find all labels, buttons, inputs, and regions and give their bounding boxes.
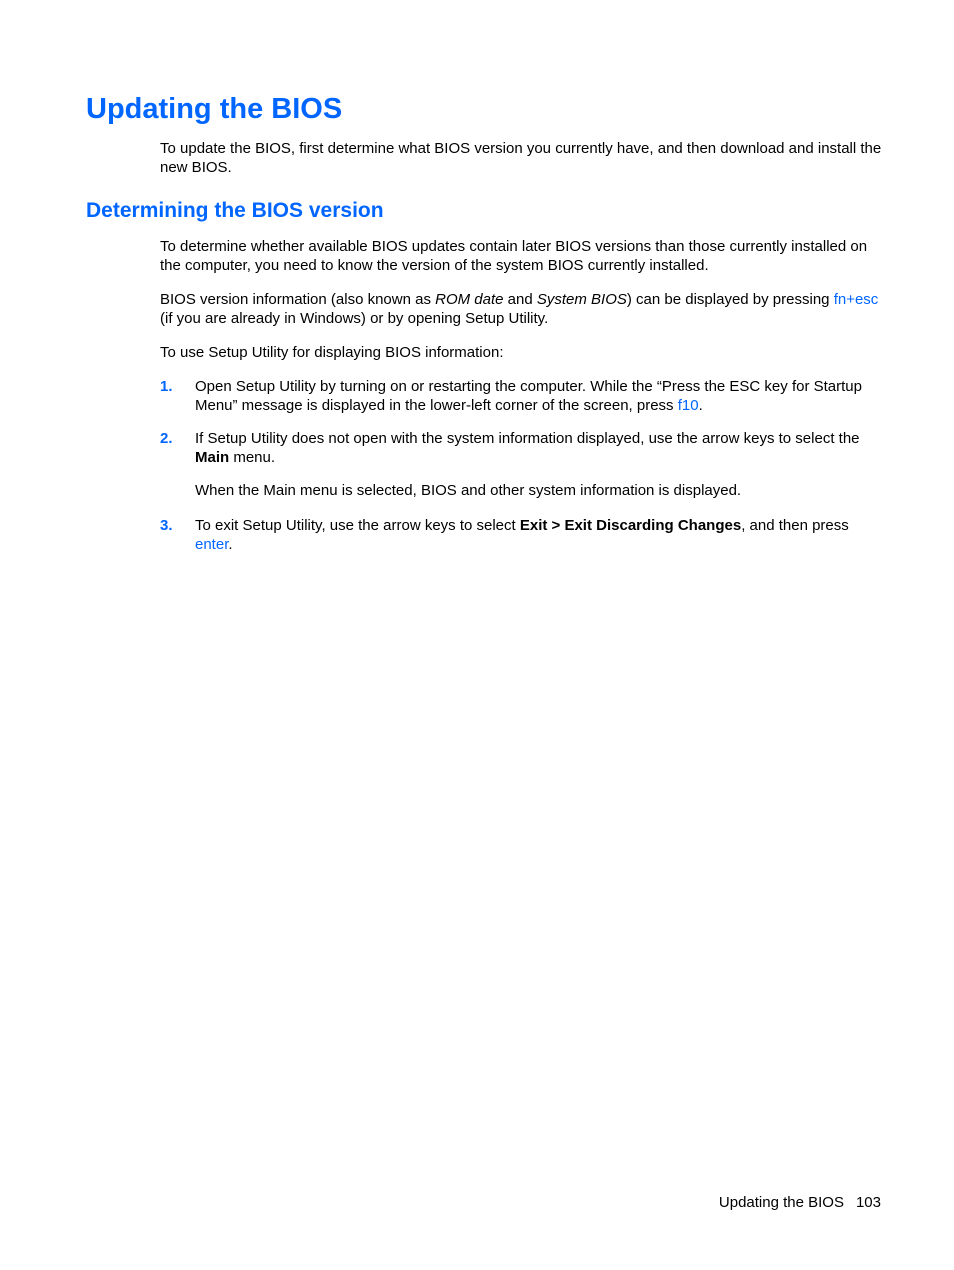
step-number: 3. (160, 517, 173, 534)
step-number: 2. (160, 430, 173, 447)
step-text: Open Setup Utility by turning on or restarting the computer. While the “Press the ESC key for Startup Menu” message is displayed in the lower-left corner of the screen, press f10. (195, 378, 862, 414)
step-text: To exit Setup Utility, use the arrow keys to select Exit > Exit Discarding Changes, and then press enter. (195, 517, 849, 553)
page-number: 103 (855, 1194, 881, 1211)
rom-date-term: ROM date (435, 291, 504, 308)
section-paragraph-3: To use Setup Utility for displaying BIOS information: (160, 344, 504, 361)
list-item (160, 516, 884, 554)
key-f10: f10 (677, 397, 699, 414)
list-item (160, 429, 884, 500)
intro-paragraph: To update the BIOS, first determine what BIOS version you currently have, and then download and install the new BIOS. (160, 140, 882, 176)
key-fn-esc: fn+esc (833, 291, 879, 308)
system-bios-term: System BIOS (536, 291, 627, 308)
step-text: If Setup Utility does not open with the system information displayed, use the arrow keys to select the Main menu. (195, 430, 860, 466)
exit-menu-term: Exit > Exit Discarding Changes (519, 517, 742, 534)
page-title: Updating the BIOS (86, 93, 343, 125)
main-menu-term: Main (195, 449, 230, 466)
step-number: 1. (160, 378, 173, 395)
key-enter: enter (195, 536, 229, 553)
section-paragraph-1: To determine whether available BIOS updates contain later BIOS versions than those currently installed on the computer, you need to know the version of the system BIOS currently installed. (160, 238, 868, 274)
page-footer (719, 1193, 881, 1212)
section-title: Determining the BIOS version (86, 199, 384, 222)
list-item (160, 377, 884, 415)
step-note: When the Main menu is selected, BIOS and other system information is displayed. (195, 482, 742, 499)
footer-label: Updating the BIOS (718, 1194, 844, 1211)
section-paragraph-2: BIOS version information (also known as ROM date and System BIOS) can be displayed by pressing fn+esc (if you are already in Windows) or by opening Setup Utility. (160, 291, 879, 327)
